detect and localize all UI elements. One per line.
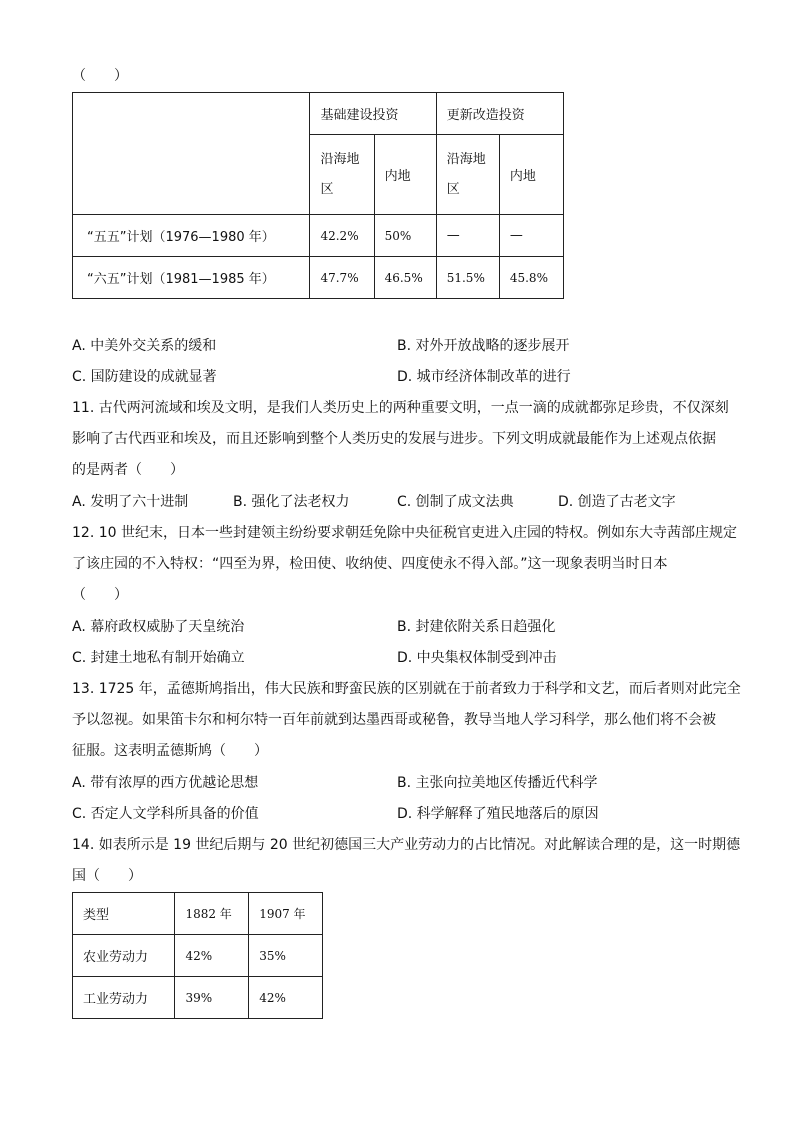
table-row <box>73 257 564 299</box>
q13-option-d[interactable]: D. 科学解释了殖民地落后的原因 <box>397 806 599 822</box>
header-coastal-2: 沿海地区 <box>436 135 499 215</box>
q13-option-a[interactable]: A. 带有浓厚的西方优越论思想 <box>72 775 259 791</box>
q11-option-c[interactable]: C. 创制了成文法典 <box>397 494 514 510</box>
q10-option-c[interactable]: C. 国防建设的成就显著 <box>72 369 217 385</box>
question-paren: （ ） <box>72 68 128 84</box>
header-1907: 1907 年 <box>249 893 323 935</box>
q14-text-line: 国（ ） <box>72 868 142 884</box>
table-cell: 45.8% <box>499 257 563 299</box>
row-label: “五五”计划（1976—1980 年） <box>73 215 310 257</box>
row-label: 工业劳动力 <box>73 977 175 1019</box>
q12-text-line: （ ） <box>72 587 128 603</box>
header-inland-2: 内地 <box>499 135 563 215</box>
table-cell: 51.5% <box>436 257 499 299</box>
table-row <box>73 977 323 1019</box>
row-label: 农业劳动力 <box>73 935 175 977</box>
table-cell: — <box>436 215 499 257</box>
q11-text-line: 影响了古代西亚和埃及，而且还影响到整个人类历史的发展与进步。下列文明成就最能作为上述观点依据 <box>72 431 716 447</box>
q12-option-a[interactable]: A. 幕府政权威胁了天皇统治 <box>72 619 245 635</box>
table-corner-cell <box>73 93 310 215</box>
q11-option-a[interactable]: A. 发明了六十进制 <box>72 494 189 510</box>
table-cell: 42% <box>249 977 323 1019</box>
q11-text-line: 11. 古代两河流域和埃及文明，是我们人类历史上的两种重要文明，一点一滴的成就都弥足珍贵，不仅深刻 <box>72 400 729 416</box>
q10-option-b[interactable]: B. 对外开放战略的逐步展开 <box>397 338 570 354</box>
header-inland-1: 内地 <box>374 135 436 215</box>
q12-option-c[interactable]: C. 封建土地私有制开始确立 <box>72 650 245 666</box>
q14-text-line: 14. 如表所示是 19 世纪后期与 20 世纪初德国三大产业劳动力的占比情况。对此解读合理的是，这一时期德 <box>72 837 741 853</box>
q13-option-c[interactable]: C. 否定人文学科所具备的价值 <box>72 806 259 822</box>
header-coastal-1: 沿海地区 <box>310 135 374 215</box>
q10-option-d[interactable]: D. 城市经济体制改革的进行 <box>397 369 571 385</box>
table-cell: 47.7% <box>310 257 374 299</box>
q11-option-b[interactable]: B. 强化了法老权力 <box>233 494 350 510</box>
table-cell: 42.2% <box>310 215 374 257</box>
q12-option-d[interactable]: D. 中央集权体制受到冲击 <box>397 650 557 666</box>
table-cell: 46.5% <box>374 257 436 299</box>
header-infrastructure: 基础建设投资 <box>310 93 436 135</box>
table-cell: 50% <box>374 215 436 257</box>
q13-text-line: 征服。这表明孟德斯鸠（ ） <box>72 743 268 759</box>
table-cell: 42% <box>175 935 249 977</box>
q11-option-d[interactable]: D. 创造了古老文字 <box>558 494 676 510</box>
labor-table <box>72 892 323 1019</box>
q12-option-b[interactable]: B. 封建依附关系日趋强化 <box>397 619 556 635</box>
q13-option-b[interactable]: B. 主张向拉美地区传播近代科学 <box>397 775 598 791</box>
table-row <box>73 215 564 257</box>
table-row <box>73 935 323 977</box>
header-1882: 1882 年 <box>175 893 249 935</box>
investment-table <box>72 92 564 299</box>
q13-text-line: 13. 1725 年，孟德斯鸠指出，伟大民族和野蛮民族的区别就在于前者致力于科学和文艺，而后者则对此完全 <box>72 681 741 697</box>
q12-text-line: 了该庄园的不入特权：“四至为界，检田使、收纳使、四度使永不得入部。”这一现象表明当时日本 <box>72 556 668 572</box>
header-type: 类型 <box>73 893 175 935</box>
table-cell: 39% <box>175 977 249 1019</box>
q13-text-line: 予以忽视。如果笛卡尔和柯尔特一百年前就到达墨西哥或秘鲁，教导当地人学习科学，那么他们将不会被 <box>72 712 716 728</box>
q11-text-line: 的是两者（ ） <box>72 462 184 478</box>
table-cell: — <box>499 215 563 257</box>
q12-text-line: 12. 10 世纪末，日本一些封建领主纷纷要求朝廷免除中央征税官吏进入庄园的特权。例如东大寺茜部庄规定 <box>72 525 737 541</box>
table-cell: 35% <box>249 935 323 977</box>
header-renovation: 更新改造投资 <box>436 93 563 135</box>
row-label: “六五”计划（1981—1985 年） <box>73 257 310 299</box>
q10-option-a[interactable]: A. 中美外交关系的缓和 <box>72 338 217 354</box>
